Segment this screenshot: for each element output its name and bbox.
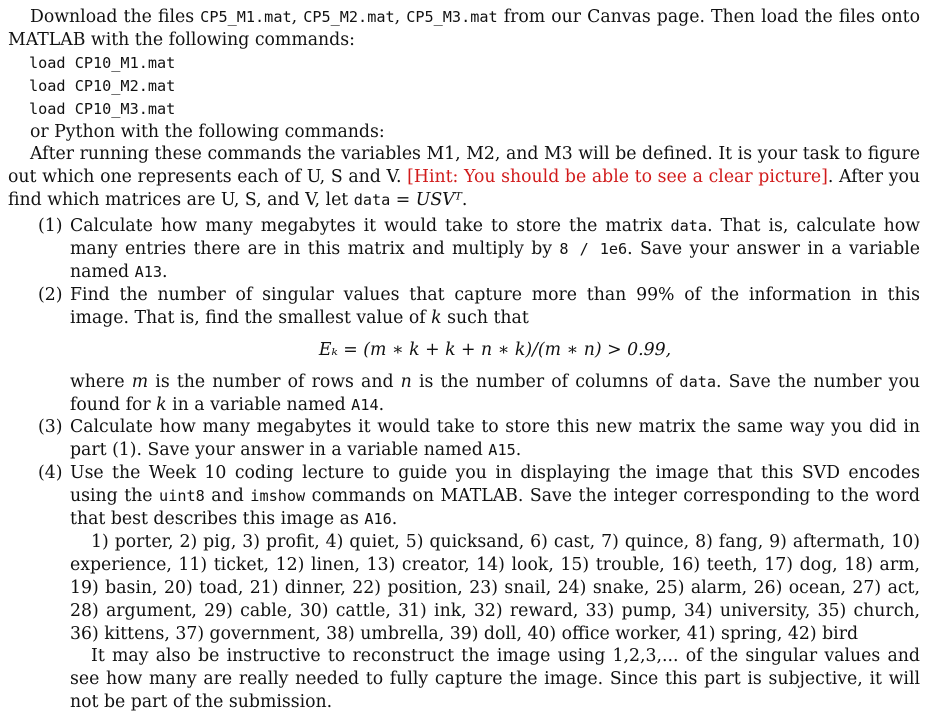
after-paragraph — [8, 143, 920, 212]
task2-text-1: Find the number of singular values that capture more than 99% of the information in this image. That is, find the smallest value of — [70, 284, 920, 328]
task2-m: m — [131, 371, 149, 392]
task1-text-2: . That is, calculate how many entries there are in this matrix and multiply by — [70, 216, 920, 260]
task1-data-keyword: data — [670, 217, 708, 236]
word-choices-list: 1) porter, 2) pig, 3) profit, 4) quiet, 5) quicksand, 6) cast, 7) quince, 8) fang, 9) aftermath, 10) experience, 11) ticket, 12) linen, 13) creator, 14) look, 15) trouble, 16) teeth, 17) dog, 18) arm, 19) basin, 20) toad, 21) dinner, 22) position, 23) snail, 24) snake, 25) alarm, 26) ocean, 27) act, 28) argument, 29) cable, 30) cattle, 31) ink, 32) reward, 33) pump, 34) university, 35) church, 36) kittens, 37) government, 38) umbrella, 39) doll, 40) office worker, 41) spring, 42) bird — [70, 531, 920, 644]
hint-close-bracket: ] — [821, 167, 828, 188]
task2-period: . — [378, 394, 385, 415]
after-period: . — [461, 190, 468, 211]
task1-period: . — [162, 261, 168, 282]
energy-equation: Eₖ = (m ∗ k + k + n ∗ k)/(m ∗ n) > 0.99, — [318, 339, 672, 360]
task1-text-3: . Save your answer in a variable named — [70, 239, 921, 282]
data-keyword: data — [353, 191, 391, 210]
task4-text-3: commands on MATLAB. Save the integer corresponding to the word that best describes this image as — [70, 486, 920, 530]
filename-m1: CP5_M1.mat — [200, 8, 292, 26]
python-line: or Python with the following commands: — [30, 121, 385, 142]
task4-text-1: Use the Week 10 coding lecture to guide you in displaying the image that this SVD encodes using the — [70, 463, 920, 507]
task2-k: k — [431, 307, 442, 328]
task3-variable-a15: A15 — [488, 441, 516, 460]
task2-text-4: is the number of rows and — [148, 371, 401, 392]
task2-text-3: where — [70, 371, 132, 392]
task2-text-7: in a variable named — [166, 394, 352, 415]
task1-multiplier: 8 / 1e6 — [559, 240, 628, 259]
code-line-2: load CP10_M2.mat — [29, 76, 176, 95]
intro-text-2: from our Canvas page. Then load the files onto MATLAB with the following commands: — [8, 7, 920, 50]
usv-formula: USVᵀ — [415, 190, 462, 211]
task4-period: . — [391, 509, 398, 530]
task-item-2 — [8, 284, 920, 417]
intro-comma-1: , — [291, 7, 304, 27]
task-item-3 — [8, 416, 920, 462]
intro-paragraph — [8, 6, 920, 52]
intro-comma-2: , — [394, 7, 407, 27]
assignment-document — [8, 6, 920, 714]
task-item-4 — [8, 462, 920, 714]
task3-period: . — [515, 440, 522, 461]
task2-n: n — [400, 371, 412, 392]
task1-variable-a13: A13 — [134, 262, 163, 281]
task1-text-1: Calculate how many megabytes it would take to store the matrix — [70, 216, 671, 237]
task-number-1: (1) — [38, 216, 63, 237]
task2-data-keyword: data — [679, 372, 716, 391]
task-item-1 — [8, 215, 920, 284]
intro-text-1: Download the files — [30, 7, 201, 27]
task2-text-6: . Save the number you found for — [70, 371, 920, 415]
task4-variable-a16: A16 — [364, 510, 392, 529]
task-number-2: (2) — [38, 284, 63, 305]
code-line-3: load CP10_M3.mat — [29, 99, 176, 118]
task2-variable-a14: A14 — [351, 395, 379, 414]
task2-text-5: is the number of columns of — [411, 371, 680, 392]
task4-imshow-keyword: imshow — [250, 487, 306, 506]
after-text-2: . After you find which matrices are U, S, and V, let — [8, 167, 920, 211]
task-list — [8, 215, 920, 714]
closing-paragraph: It may also be instructive to reconstruct the image using 1,2,3,... of the singular values and see how many are really needed to fully capture the image. Since this part is subjective, it will not be part of the submission. — [70, 646, 920, 713]
filename-m2: CP5_M2.mat — [303, 8, 395, 26]
task-number-3: (3) — [38, 417, 63, 438]
task4-text-2: and — [204, 486, 251, 507]
after-text-1: After running these commands the variables M1, M2, and M3 will be defined. It is your task to figure out which one represents each of U, S and V. — [8, 144, 920, 188]
task3-text-1: Calculate how many megabytes it would take to store this new matrix the same way you did in part (1). Save your answer in a variable named — [70, 417, 920, 461]
hint-open-bracket: [ — [407, 167, 414, 188]
after-equals: = — [390, 190, 416, 211]
code-line-1: load CP10_M1.mat — [29, 53, 176, 72]
task4-uint8-keyword: uint8 — [159, 487, 205, 506]
filename-m3: CP5_M3.mat — [406, 8, 498, 26]
hint-text: Hint: You should be able to see a clear picture — [413, 167, 822, 188]
task2-text-2: such that — [441, 307, 529, 328]
task2-k-2: k — [156, 394, 167, 415]
task-number-4: (4) — [38, 463, 63, 484]
